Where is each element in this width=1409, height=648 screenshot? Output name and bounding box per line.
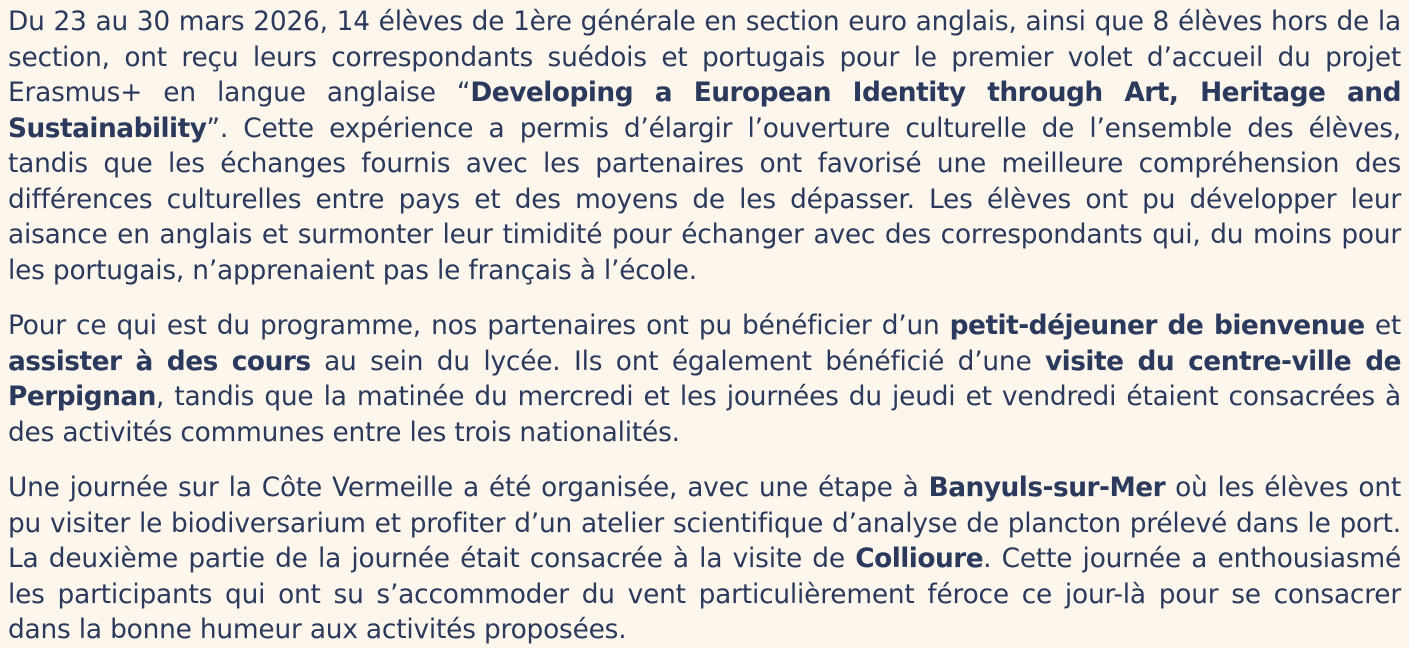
paragraph-exchange-intro [8,4,1401,288]
paragraph-text: , tandis que la matinée du mercredi et les journées du jeudi et vendredi étaient consacrées à des activités communes entre les trois nationalités. [8,381,1401,448]
paragraph-cote-vermeille [8,470,1401,648]
paragraph-text: ”. Cette expérience a permis d’élargir l’ouverture culturelle de l’ensemble des élèves, tandis que les échanges fournis avec les partenaires ont favorisé une meilleure compréhension des différences culturelles entre pays et des moyens de les dépasser. Les élèves ont pu développer leur aisance en anglais et surmonter leur timidité pour échanger avec des correspondants qui, du moins pour les portugais, n’apprenaient pas le français à l’école. [8,112,1401,286]
highlight-attend-classes: assister à des cours [8,345,311,377]
paragraph-text: . Cette journée a enthousiasmé les participants qui ont su s’accommoder du vent particulièrement féroce ce jour-là pour se consacrer dans la bonne humeur aux activités proposées. [8,543,1401,645]
highlight-banyuls: Banyuls-sur-Mer [928,472,1166,503]
paragraph-programme [8,308,1401,450]
paragraph-text: Pour ce qui est du programme, nos partenaires ont pu bénéficier d’un [8,310,950,341]
paragraph-text: au sein du lycée. Ils ont également bénéficié d’une [310,345,1045,377]
highlight-collioure: Collioure [855,543,984,574]
paragraph-text: et [1364,310,1402,341]
paragraph-text: où les élèves ont pu visiter le biodiversarium et profiter d’un atelier scientifique d’analyse de plancton prélevé dans le port. La deuxième partie de la journée était consacrée à la visite de [8,472,1401,574]
highlight-city-visit: visite du centre-ville de Perpignan [8,345,1401,412]
paragraph-text: Du 23 au 30 mars 2026, 14 élèves de 1ère générale en section euro anglais, ainsi que 8 élèves hors de la section, ont reçu leurs correspondants suédois et portugais pour le premier volet d’accueil du projet Erasmus+ en langue anglaise “ [8,6,1401,108]
project-title: Developing a European Identity through Art, Heritage and Sustainability [8,77,1401,144]
paragraph-text: Une journée sur la Côte Vermeille a été organisée, avec une étape à [8,472,929,503]
highlight-welcome-breakfast: petit-déjeuner de bienvenue [949,310,1365,341]
